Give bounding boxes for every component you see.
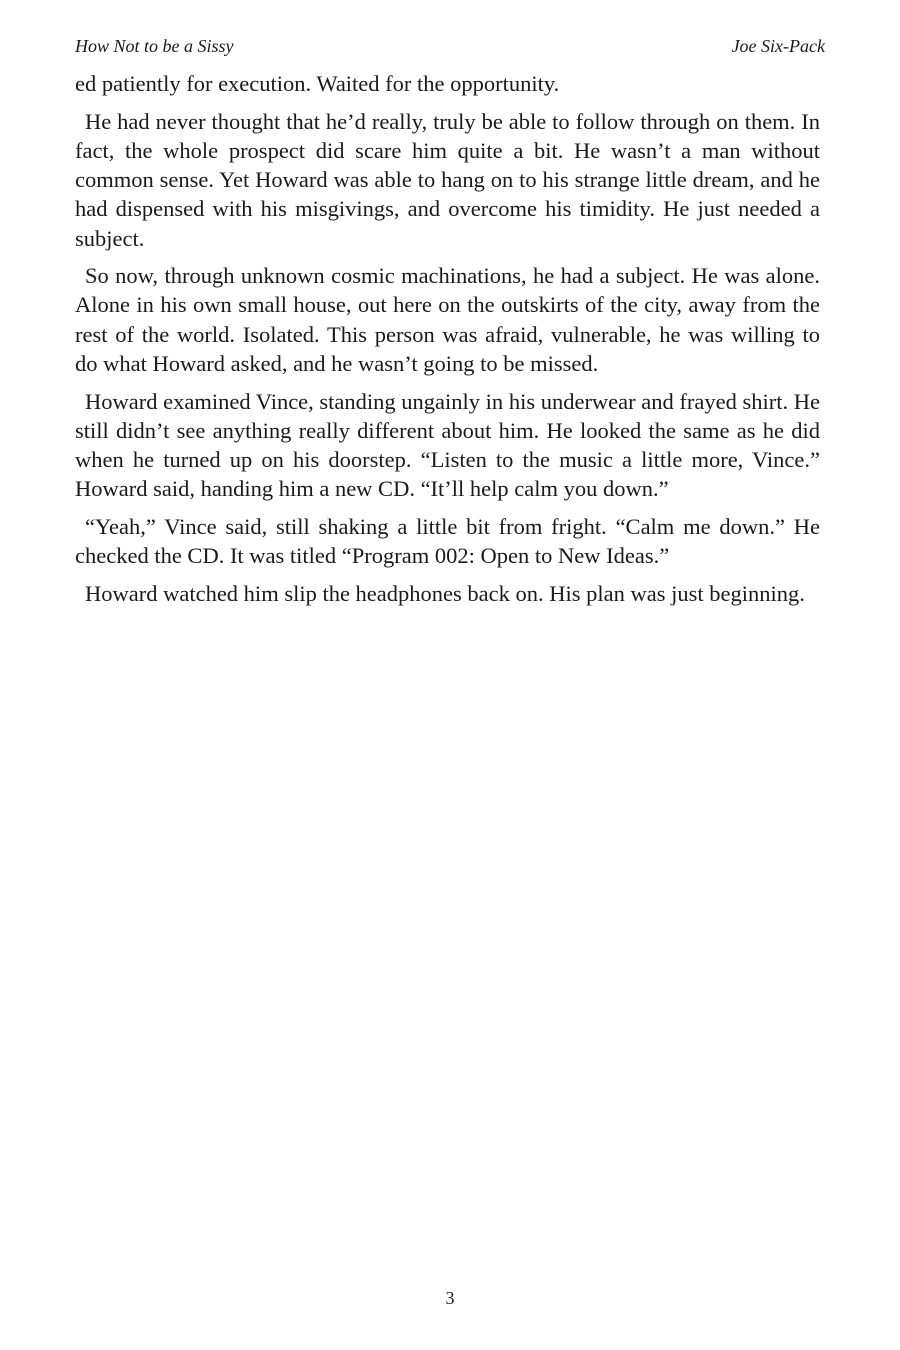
body-text: [75, 69, 820, 616]
paragraph: “Yeah,” Vince said, still shaking a little bit from fright. “Calm me down.” He checked the CD. It was titled “Program 002: Open to New Ideas.”: [75, 513, 820, 569]
paragraph: So now, through unknown cosmic machinations, he had a subject. He was alone. Alone in his own small house, out here on the outskirts of the city, away from the rest of the world. Isolated. This person was afraid, vulnerable, he was willing to do what Howard asked, and he wasn’t going to be missed.: [75, 263, 820, 376]
running-header: [75, 36, 825, 58]
book-title: How Not to be a Sissy: [75, 36, 234, 56]
author-name: Joe Six-Pack: [731, 36, 825, 56]
paragraph: Howard examined Vince, standing ungainly in his underwear and frayed shirt. He still didn’t see anything really different about him. He looked the same as he did when he turned up on his doorstep. “Listen to the music a little more, Vince.” Howard said, handing him a new CD. “It’ll help calm you down.”: [75, 388, 820, 502]
page-number: 3: [445, 1288, 455, 1308]
paragraph-continued: ed patiently for execution. Waited for the opportunity.: [75, 71, 560, 96]
paragraph: He had never thought that he’d really, truly be able to follow through on them. In fact, the whole prospect did scare him quite a bit. He wasn’t a man without common sense. Yet Howard was able to hang on to his strange little dream, and he had dispensed with his misgivings, and overcome his timidity. He just needed a subject.: [75, 108, 820, 251]
paragraph: Howard watched him slip the headphones back on. His plan was just beginning.: [85, 580, 805, 606]
